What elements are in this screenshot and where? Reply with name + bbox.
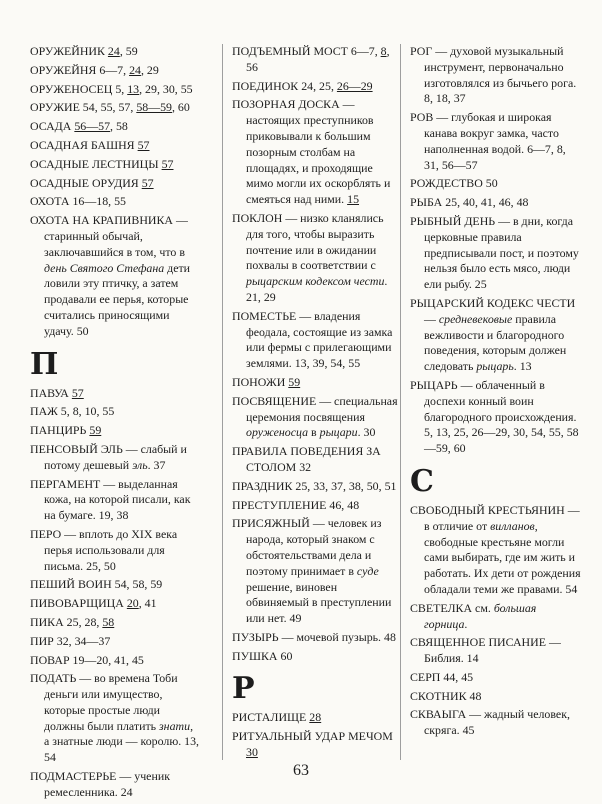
index-entry: РОВ — глубокая и широкая канава вокруг замка, часто наполненная водой. 6—7, 8, 31, 56—57	[410, 110, 566, 172]
index-entry: СВЕТЕЛКА см. большая горница.	[410, 600, 537, 631]
index-entry: ОХОТА 16—18, 55	[30, 194, 126, 209]
index-column-2	[232, 44, 402, 764]
index-entry: ПОНОЖИ 59	[232, 374, 301, 389]
index-entry: ПРАВИЛА ПОВЕДЕНИЯ ЗА СТОЛОМ 32	[232, 444, 381, 474]
index-entry: ПИР 32, 34—37	[30, 633, 111, 648]
index-entry: ОСАДНАЯ БАШНЯ 57	[30, 137, 150, 152]
index-entry: ПАВУА 57	[30, 385, 84, 400]
index-entry: ПАНЦИРЬ 59	[30, 423, 102, 438]
index-entry: ПОВАР 19—20, 41, 45	[30, 652, 144, 667]
index-entry: ПЕРО — вплоть до XIX века перья использовали для письма. 25, 50	[30, 526, 178, 573]
section-letter: Р	[232, 671, 255, 707]
index-column-1	[30, 44, 200, 804]
index-entry: ПУЗЫРЬ — мочевой пузырь. 48	[232, 629, 396, 644]
section-letter: С	[410, 463, 434, 499]
index-entry: ПОДАТЬ — во времена Тоби деньги или имущество, которые простые люди должны были платить знати, а знатные люди — королю. 13, 54	[30, 671, 200, 765]
index-entry: РОЖДЕСТВО 50	[410, 176, 498, 191]
index-entry: ПОМЕСТЬЕ — владения феодала, состоящие из замка или фермы с прилегающими землями. 13, 39, 54, 55	[232, 308, 393, 371]
index-entry: РЫБА 25, 40, 41, 46, 48	[410, 195, 529, 210]
index-entry: ПОДЪЕМНЫЙ МОСТ 6—7, 8, 56	[232, 44, 390, 74]
index-entry: ПЕРГАМЕНТ — выделанная кожа, на которой писали, как на бумаге. 19, 38	[30, 476, 191, 523]
index-entry: ОРУЖЕЙНЯ 6—7, 24, 29	[30, 62, 159, 77]
index-entry: ПИКА 25, 28, 58	[30, 614, 115, 629]
index-entry: ОХОТА НА КРАПИВНИКА — старинный обычай, заключавшийся в том, что в день Святого Стефана дети ловили эту птичку, а затем продавали ее перья, которые считались приносящими удачу. 50	[30, 213, 191, 338]
index-entry: ОСАДНЫЕ ОРУДИЯ 57	[30, 175, 154, 190]
index-entry: РЫБНЫЙ ДЕНЬ — в дни, когда церковные правила предписывали пост, и поэтому нельзя было есть мясо, люди ели рыбу. 25	[410, 213, 579, 292]
index-entry: ПИВОВАРЩИЦА 20, 41	[30, 596, 157, 611]
index-entry: ПОЗОРНАЯ ДОСКА — настоящих преступников приковывали к большим позорным столбам на площадях, и проходящие мимо могли их оскорблять и смеяться над ними. 15	[232, 97, 391, 207]
index-entry: ОРУЖИЕ 54, 55, 57, 58—59, 60	[30, 100, 190, 115]
index-entry: ПОСВЯЩЕНИЕ — специальная церемония посвящения оруженосца в рыцари. 30	[232, 393, 398, 440]
index-entry: РИСТАЛИЩЕ 28	[232, 710, 322, 725]
index-entry: ПОКЛОН — низко кланялись для того, чтобы выразить почтение или в ожидании похвалы в соответствии с рыцарским кодексом чести. 21, 29	[232, 210, 388, 304]
page-number: 63	[293, 762, 309, 779]
index-entry: ОРУЖЕНОСЕЦ 5, 13, 29, 30, 55	[30, 81, 193, 96]
index-entry: СЕРП 44, 45	[410, 669, 474, 684]
index-entry: ПУШКА 60	[232, 648, 293, 663]
index-entry: ПЕНСОВЫЙ ЭЛЬ — слабый и потому дешевый эль. 37	[30, 441, 187, 472]
index-entry: ПРАЗДНИК 25, 33, 37, 38, 50, 51	[232, 478, 397, 493]
index-entry: РЫЦАРСКИЙ КОДЕКС ЧЕСТИ — средневековые правила вежливости и благородного поведения, которым должен следовать рыцарь. 13	[410, 295, 576, 374]
index-entry: ПОДМАСТЕРЬЕ — ученик ремесленника. 24	[30, 769, 170, 799]
index-entry: ОСАДНЫЕ ЛЕСТНИЦЫ 57	[30, 156, 174, 171]
column-rule-1	[222, 44, 223, 760]
index-entry: РОГ — духовой музыкальный инструмент, первоначально изготовлялся из бычьего рога. 8, 18, 37	[410, 44, 577, 106]
index-entry: ПРЕСТУПЛЕНИЕ 46, 48	[232, 497, 360, 512]
index-entry: ПАЖ 5, 8, 10, 55	[30, 404, 115, 419]
index-entry: ПРИСЯЖНЫЙ — человек из народа, который знаком с обстоятельствами дела и поэтому принимает в суде решение, виновен обвиняемый в преступлении или нет. 49	[232, 516, 392, 626]
index-entry: СКВАЫГА — жадный человек, скряга. 45	[410, 707, 570, 738]
index-entry: ПЕШИЙ ВОИН 54, 58, 59	[30, 577, 163, 592]
index-column-3	[410, 44, 582, 742]
index-entry: ПОЕДИНОК 24, 25, 26—29	[232, 78, 373, 93]
index-entry: ОСАДА 56—57, 58	[30, 119, 128, 134]
index-entry: РЫЦАРЬ — облаченный в доспехи конный воин благородного происхождения. 5, 13, 25, 26—29, 30, 54, 55, 58—59, 60	[410, 377, 579, 456]
index-entry: ОРУЖЕЙНИК 24, 59	[30, 44, 138, 58]
section-letter: П	[30, 346, 59, 382]
index-entry: СВЯЩЕННОЕ ПИСАНИЕ — Библия. 14	[410, 635, 561, 666]
index-entry: СВОБОДНЫЙ КРЕСТЬЯНИН — в отличие от вилланов, свободные крестьяне могли сами выбирать, где им жить и работать. Их дети от рождения обладали теми же правами. 54	[410, 502, 581, 596]
index-entry: СКОТНИК 48	[410, 688, 482, 703]
index-entry: РИТУАЛЬНЫЙ УДАР МЕЧОМ 30	[232, 729, 393, 760]
